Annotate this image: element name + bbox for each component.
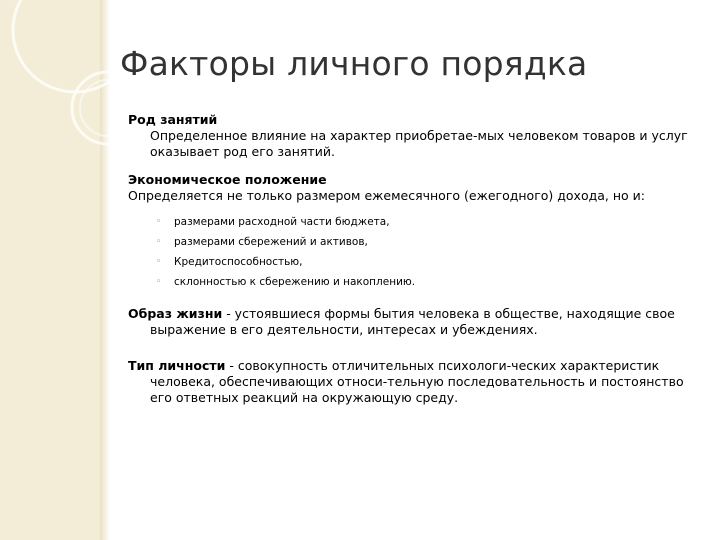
list-item-label: Кредитоспособностью, <box>174 256 303 268</box>
list-item <box>156 232 703 252</box>
decorative-circles <box>0 0 130 160</box>
list-item <box>156 252 703 272</box>
bullet-icon: ◦ <box>156 257 162 267</box>
bullet-icon: ◦ <box>156 217 162 227</box>
list-item <box>156 272 703 292</box>
section-text: Определенное влияние на характер приобретае-мых человеком товаров и услуг оказывает род его занятий. <box>150 128 688 159</box>
list-item-label: размерами сбережений и активов, <box>174 236 368 248</box>
section-heading: Образ жизни <box>128 306 223 321</box>
list-item-label: размерами расходной части бюджета, <box>174 216 390 228</box>
section-heading: Тип личности <box>128 358 226 373</box>
bullet-icon: ◦ <box>156 237 162 247</box>
list-item <box>156 212 703 232</box>
list-item-label: склонностью к сбережению и накоплению. <box>174 276 416 288</box>
page-title: Факторы личного порядка <box>120 44 588 83</box>
section-text: - совокупность отличительных психологи-ческих характеристик человека, обеспечивающих относи-тельную последовательность и постоянство его ответных реакций на окружающую среду. <box>150 358 684 405</box>
section-lifestyle <box>128 306 703 338</box>
section-personality-type <box>128 358 703 406</box>
section-heading: Род занятий <box>128 112 218 127</box>
section-occupation <box>128 112 703 160</box>
section-text: - устоявшиеся формы бытия человека в обществе, находящие свое выражение в его деятельности, интересах и убеждениях. <box>150 306 675 337</box>
sub-list <box>128 212 703 292</box>
section-heading: Экономическое положение <box>128 172 327 187</box>
slide-content <box>128 112 703 418</box>
section-economic-status <box>128 172 703 292</box>
section-text: Определяется не только размером ежемесячного (ежегодного) дохода, но и: <box>128 188 645 203</box>
bullet-icon: ◦ <box>156 277 162 287</box>
